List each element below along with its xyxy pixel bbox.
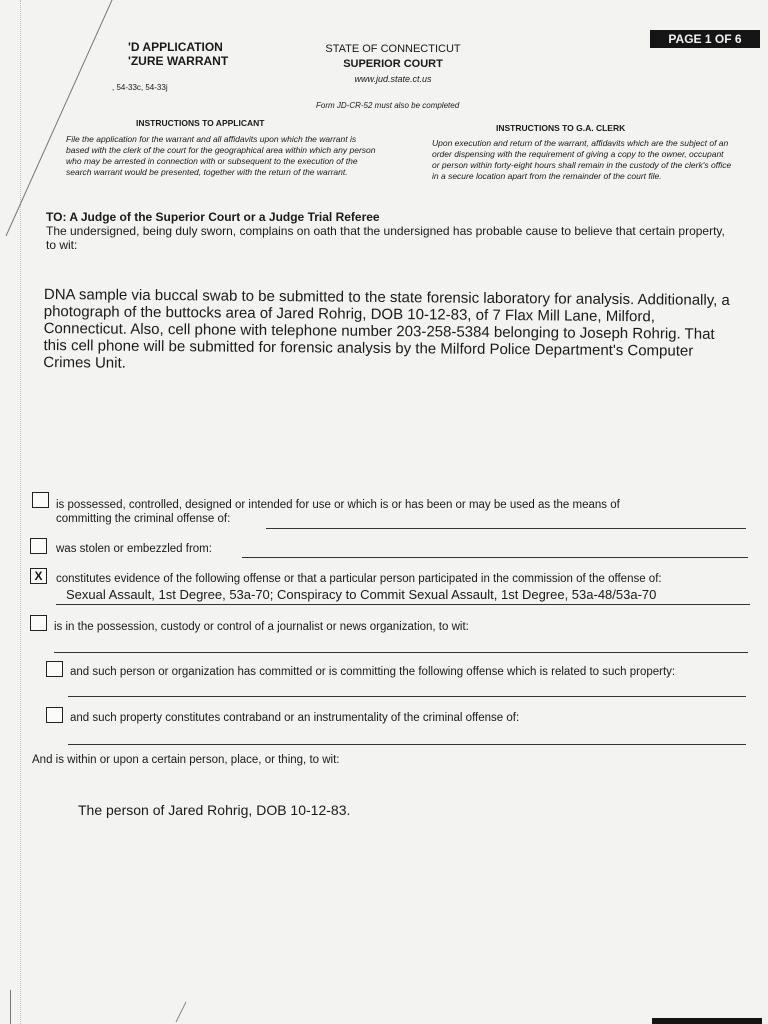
checkbox-label: and such property constitutes contraband or an instrumentality of the criminal offense of: — [70, 712, 520, 724]
checkbox-label: was stolen or embezzled from: — [56, 543, 212, 555]
checkbox-label: constitutes evidence of the following offense or that a particular person participated in the commission of the offense of: — [56, 573, 662, 585]
answer-line — [242, 557, 748, 558]
court-name: SUPERIOR COURT — [343, 58, 443, 70]
scan-fold-mark — [0, 0, 120, 240]
scan-corner-block — [652, 1018, 762, 1024]
scan-stray-mark — [170, 1000, 190, 1024]
applicant-instructions-title: INSTRUCTIONS TO APPLICANT — [136, 118, 265, 128]
checkbox-evidence-of-offense[interactable]: X — [30, 568, 47, 584]
intro-statement: The undersigned, being duly sworn, complains on oath that the undersigned has probable cause to believe that certain property, to wit: — [46, 224, 725, 252]
answer-line — [68, 696, 746, 697]
court-website: www.jud.state.ct.us — [354, 74, 432, 84]
checkbox-means-of-offense[interactable] — [32, 492, 49, 508]
page-number-badge: PAGE 1 OF 6 — [650, 30, 760, 48]
checkbox-journalist[interactable] — [30, 615, 47, 631]
state-name: STATE OF CONNECTICUT — [325, 43, 461, 55]
statute-reference: , 54-33c, 54-33j — [112, 83, 168, 92]
clerk-instructions-title: INSTRUCTIONS TO G.A. CLERK — [496, 123, 626, 133]
answer-line — [54, 652, 748, 653]
checkbox-label: is possessed, controlled, designed or intended for use or which is or has been or may be used as the means of — [56, 499, 620, 511]
form-title — [128, 40, 228, 68]
answer-line — [56, 604, 750, 605]
checkbox-related-offense[interactable] — [46, 661, 63, 677]
checkbox-label: is in the possession, custody or control of a journalist or news organization, to wit: — [54, 621, 469, 633]
answer-line — [68, 744, 746, 745]
property-description: DNA sample via buccal swab to be submitted to the state forensic laboratory for analysis. Additionally, a photograph of the buttocks area of Jared Rohrig, DOB 10-12-83, of 7 Flax Mill Lane, Milford, Connecticut. Also, cell phone with telephone number 203-258-5384 belonging to Joseph Rohrig. That this cell phone will be submitted for forensic analysis by the Milford Police Department's Computer Crimes Unit. — [43, 286, 730, 372]
checkbox-stolen[interactable] — [30, 538, 47, 554]
court-header — [318, 42, 468, 87]
checkbox-label: and such person or organization has committed or is committing the following offense which is related to such property: — [70, 666, 676, 678]
form-title-line: 'ZURE WARRANT — [128, 54, 229, 68]
clerk-instructions-text: Upon execution and return of the warrant, affidavits which are the subject of an order dispensing with the requirement of giving a copy to the owner, occupant or person within forty-eight hours shall remain in the custody of the clerk's office in a secure location apart from the remainder of the court file. — [432, 138, 732, 181]
location-intro: And is within or upon a certain person, place, or thing, to wit: — [32, 754, 340, 766]
addressee: TO: A Judge of the Superior Court or a Judge Trial Referee — [46, 210, 380, 224]
form-title-line: 'D APPLICATION — [128, 40, 223, 54]
offense-description[interactable]: Sexual Assault, 1st Degree, 53a-70; Conspiracy to Commit Sexual Assault, 1st Degree, 53a-48/53a-70 — [66, 587, 657, 602]
scan-edge-line — [10, 990, 11, 1024]
answer-line — [266, 528, 746, 529]
applicant-instructions-text: File the application for the warrant and all affidavits upon which the warrant is based with the clerk of the court for the geographical area within which any person who may be arrested in connection with or subsequent to the execution of the search warrant would be presented, together with the return of the warrant. — [66, 134, 376, 177]
checkbox-label: committing the criminal offense of: — [56, 513, 231, 525]
checkbox-contraband[interactable] — [46, 707, 63, 723]
form-note: Form JD-CR-52 must also be completed — [316, 101, 460, 110]
location-description[interactable]: The person of Jared Rohrig, DOB 10-12-83. — [78, 802, 351, 818]
